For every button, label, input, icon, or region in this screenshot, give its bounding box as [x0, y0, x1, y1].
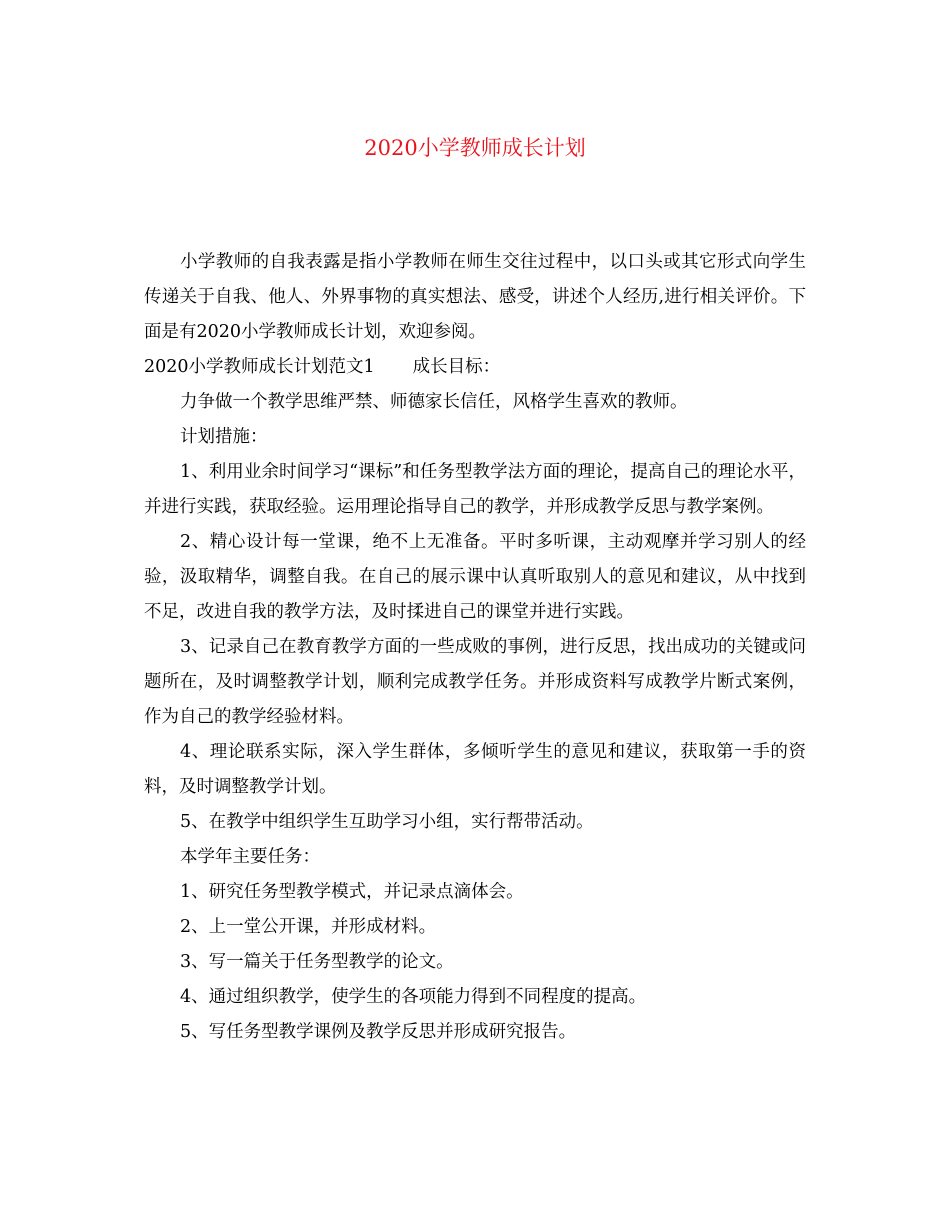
measure-item: 3、记录自己在教育教学方面的一些成败的事例，进行反思，找出成功的关键或问题所在，及时调整教学计划，顺利完成教学任务。并形成资料写成教学片断式案例，作为自己的教学经验材料。	[144, 637, 806, 727]
measure-item: 2、精心设计每一堂课，绝不上无准备。平时多听课，主动观摩并学习别人的经验，汲取精华，调整自我。在自己的展示课中认真听取别人的意见和建议，从中找到不足，改进自我的教学方法，及时揉进自己的课堂并进行实践。	[144, 532, 806, 622]
task-item: 2、上一堂公开课，并形成材料。	[180, 917, 437, 937]
goal-text: 力争做一个教学思维严禁、师德家长信任，风格学生喜欢的教师。	[180, 392, 688, 412]
tasks-label: 本学年主要任务：	[180, 847, 320, 867]
intro-paragraph: 小学教师的自我表露是指小学教师在师生交往过程中，以口头或其它形式向学生传递关于自我、他人、外界事物的真实想法、感受，讲述个人经历,进行相关评价。下面是有2020小学教师成长计划，欢迎参阅。	[144, 252, 806, 342]
measure-item: 1、利用业余时间学习“课标”和任务型教学法方面的理论，提高自己的理论水平，并进行实践，获取经验。运用理论指导自己的教学，并形成教学反思与教学案例。	[144, 462, 806, 517]
task-item: 5、写任务型教学课例及教学反思并形成研究报告。	[180, 1022, 577, 1042]
task-item: 3、写一篇关于任务型教学的论文。	[180, 952, 454, 972]
section-title: 2020小学教师成长计划范文1	[144, 357, 375, 377]
measure-item: 4、理论联系实际，深入学生群体，多倾听学生的意见和建议，获取第一手的资料，及时调整教学计划。	[144, 742, 806, 797]
document-body	[144, 245, 806, 1050]
measures-label: 计划措施：	[180, 427, 268, 447]
document-title: 2020小学教师成长计划	[364, 136, 586, 160]
section-heading-line	[144, 350, 806, 385]
task-item: 4、通过组织教学，使学生的各项能力得到不同程度的提高。	[180, 987, 647, 1007]
task-item: 1、研究任务型教学模式，并记录点滴体会。	[180, 882, 524, 902]
goal-label: 成长目标：	[412, 357, 501, 377]
measure-item: 5、在教学中组织学生互助学习小组，实行帮带活动。	[180, 812, 594, 832]
